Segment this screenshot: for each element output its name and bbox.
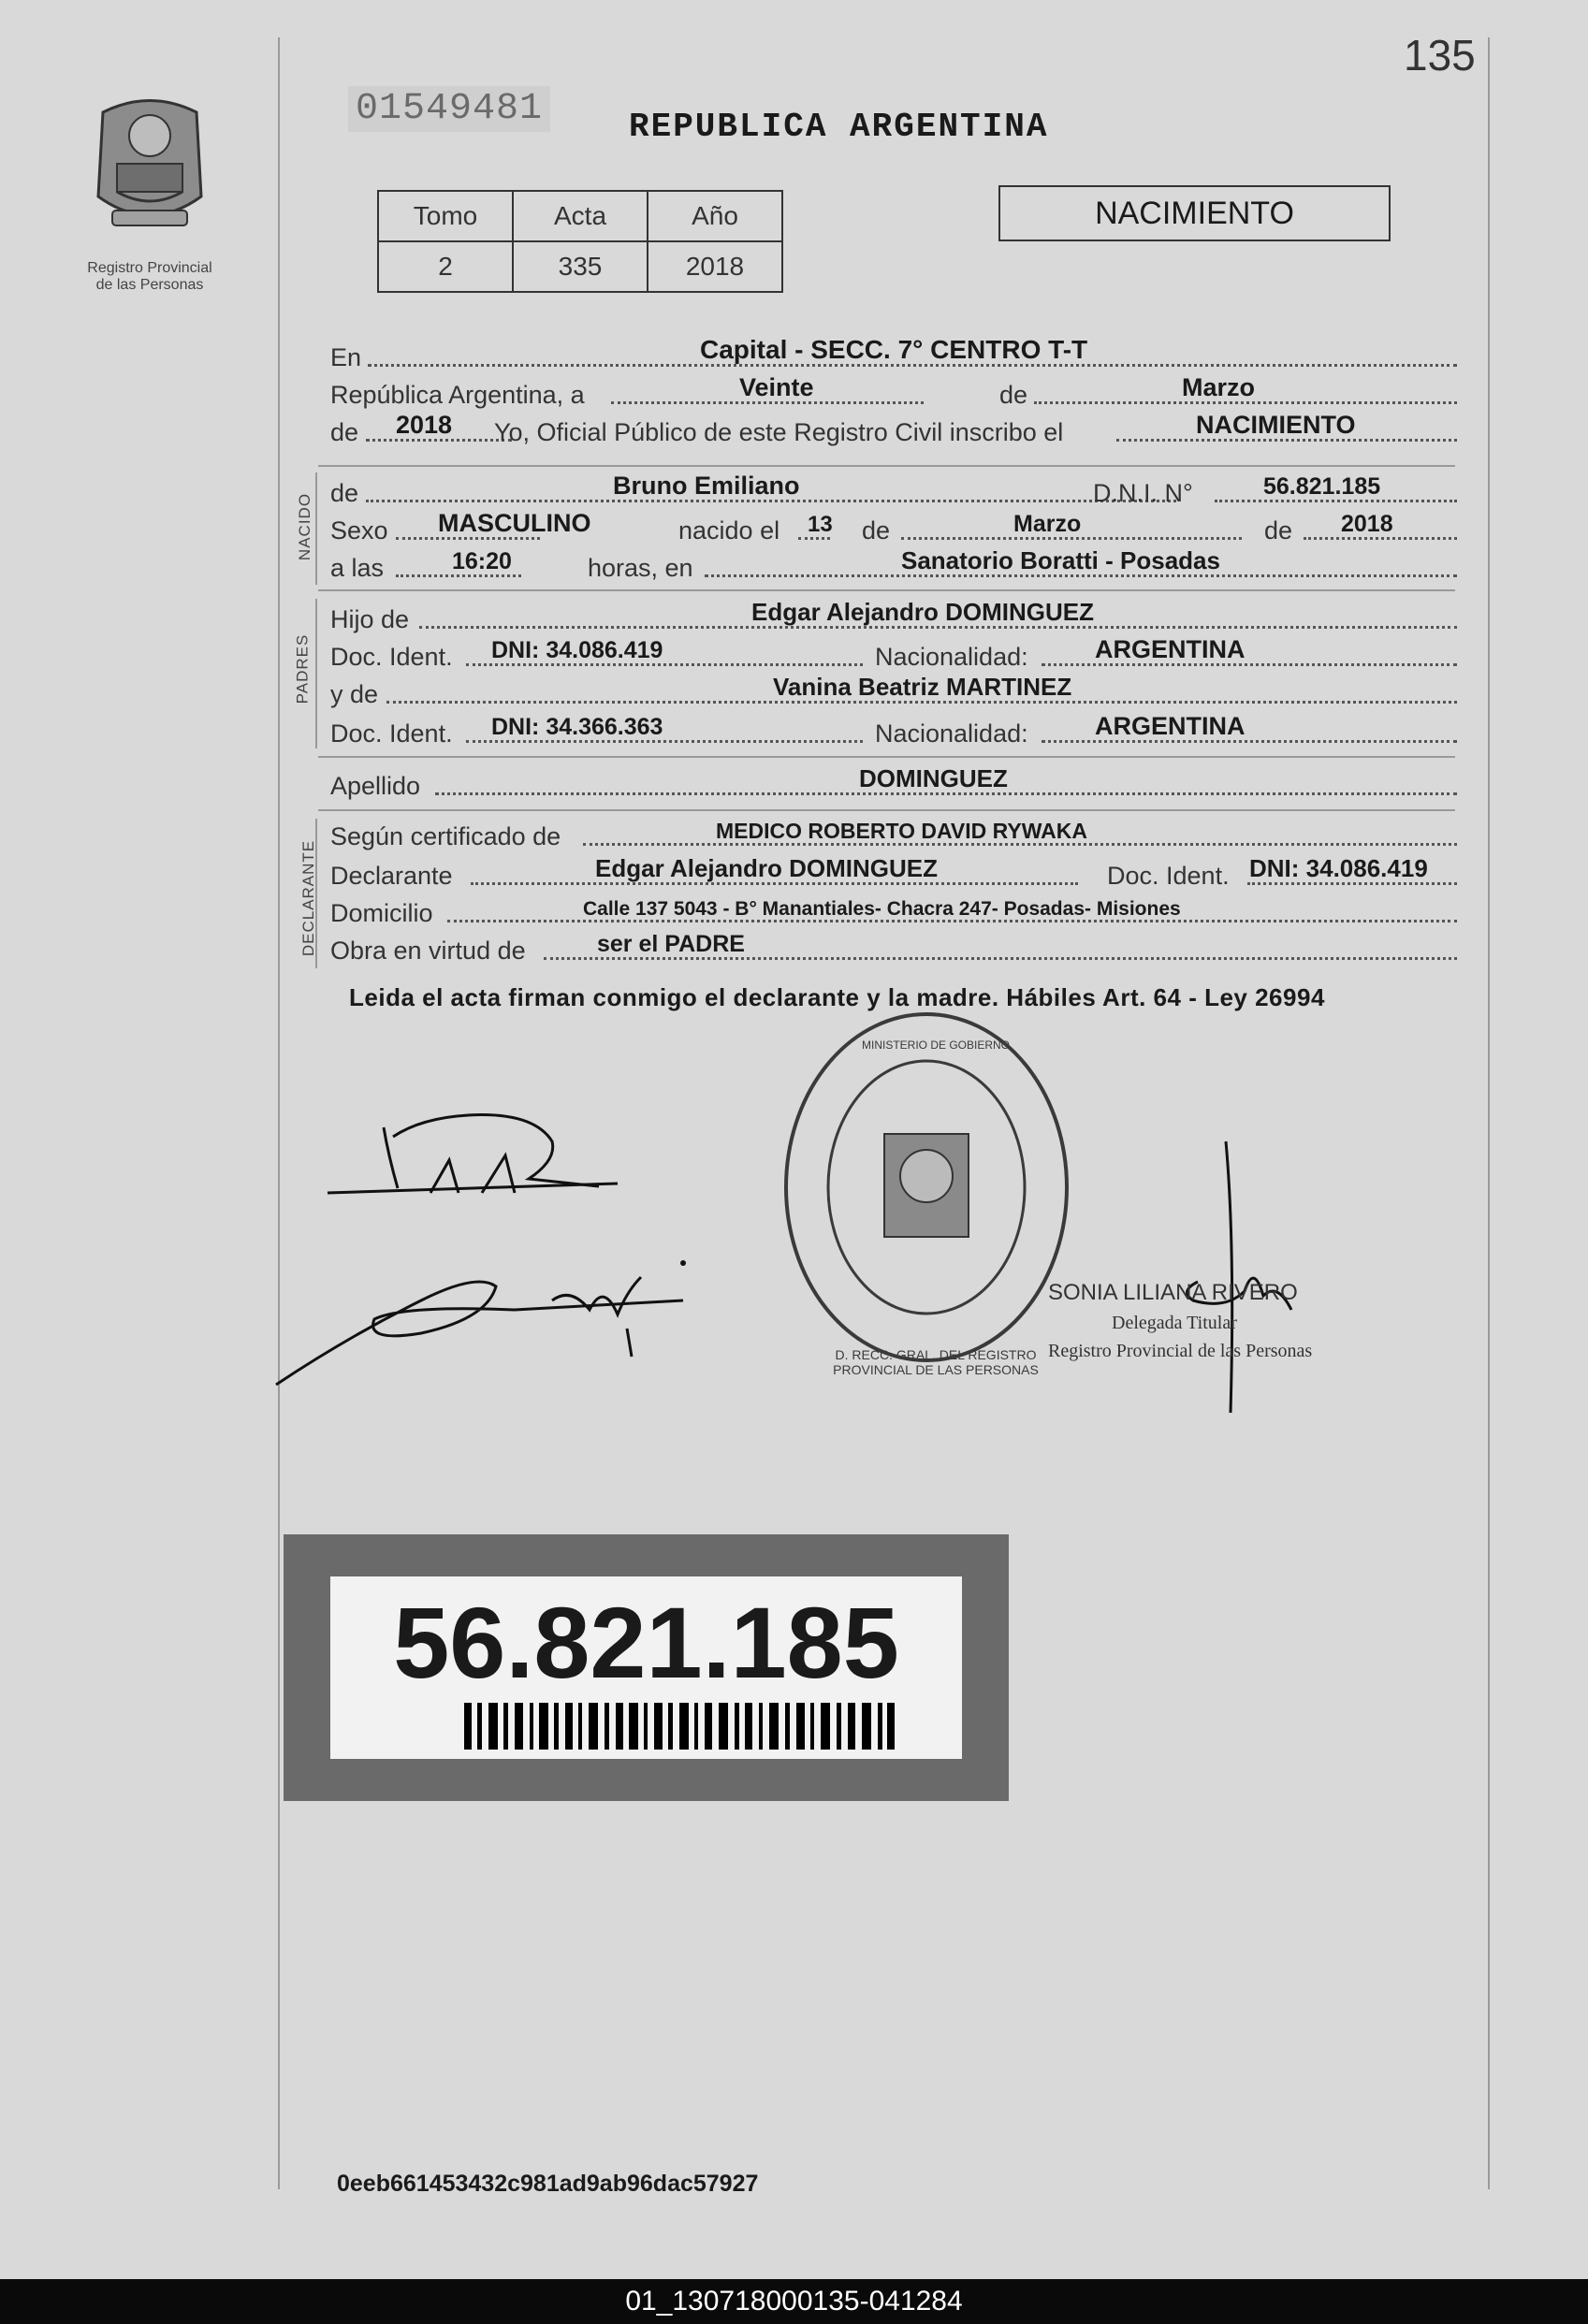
registry-table-value-anio: 2018 (648, 241, 782, 292)
place-value: Capital - SECC. 7° CENTRO T-T (700, 335, 1088, 364)
en-label: En (330, 343, 362, 371)
registry-name-line2: de las Personas (95, 277, 204, 293)
declarante-label: Declarante (330, 862, 453, 890)
official-office: Registro Provincial de las Personas (1048, 1341, 1313, 1361)
dni-label: D.N.I. N° (1093, 479, 1193, 507)
registry-table-value-tomo: 2 (378, 241, 513, 292)
birth-year-value: 2018 (1341, 511, 1393, 537)
barcode-inner (330, 1576, 962, 1759)
declarante-name: Edgar Alejandro DOMINGUEZ (595, 854, 938, 882)
official-name: SONIA LILIANA RIVERO (1048, 1280, 1298, 1305)
birth-day-value: 13 (808, 512, 833, 537)
time-value: 16:20 (452, 548, 512, 574)
day-value: Veinte (739, 373, 814, 401)
right-margin-line (1488, 37, 1490, 2189)
mother-name: Vanina Beatriz MARTINEZ (773, 673, 1072, 701)
father-nationality-value: ARGENTINA (1095, 635, 1246, 663)
declarante-row-3 (330, 893, 1457, 930)
registry-table-header-row (378, 191, 782, 241)
section-divider (318, 589, 1455, 591)
year-value: 2018 (396, 411, 453, 439)
de-label: de (999, 381, 1028, 409)
legal-text: Leida el acta firman conmigo el declarante y la madre. Hábiles Art. 64 - Ley 26994 (349, 983, 1325, 1011)
registry-table-header-acta: Acta (513, 191, 648, 241)
barcode-number: 56.821.185 (393, 1586, 899, 1699)
nacido-row-1 (330, 472, 1457, 510)
de-month-label: de (862, 516, 891, 545)
stamp-inner-text: MINISTERIO DE GOBIERNO (861, 1039, 1010, 1052)
obra-label: Obra en virtud de (330, 937, 526, 965)
apellido-row (330, 765, 1457, 803)
father-doc-value: DNI: 34.086.419 (491, 637, 663, 663)
mother-doc-value: DNI: 34.366.363 (491, 714, 663, 740)
event-value: NACIMIENTO (1196, 411, 1356, 439)
section-divider (318, 756, 1455, 758)
obra-value: ser el PADRE (597, 931, 745, 957)
declarant-signature (318, 1104, 636, 1226)
section-divider (318, 465, 1455, 467)
declarante-row-2 (330, 855, 1457, 893)
page-number: 135 (1404, 31, 1476, 80)
mother-signature (271, 1244, 739, 1394)
registry-table-header-anio: Año (648, 191, 782, 241)
mother-nationality-label: Nacionalidad: (875, 719, 1028, 748)
mother-nationality-value: ARGENTINA (1095, 712, 1246, 740)
footer-bar: 01_130718000135-041284 (0, 2279, 1588, 2324)
declarante-row-4 (330, 930, 1457, 967)
registry-name (56, 260, 243, 294)
birth-month-value: Marzo (1013, 511, 1082, 537)
de-name-label: de (330, 479, 359, 507)
barcode-icon (464, 1703, 895, 1750)
serial-number: 01549481 (348, 86, 550, 132)
apellido-label: Apellido (330, 772, 421, 800)
declarante-doc-label: Doc. Ident. (1107, 862, 1230, 890)
month-value: Marzo (1182, 373, 1256, 401)
y-de-label: y de (330, 680, 379, 708)
father-doc-label: Doc. Ident. (330, 643, 453, 671)
alas-label: a las (330, 554, 385, 582)
padres-row-3 (330, 674, 1457, 711)
official-role: Delegada Titular (1112, 1313, 1237, 1333)
official-text: Yo, Oficial Público de este Registro Civil inscribo el (494, 418, 1064, 446)
certificado-value: MEDICO ROBERTO DAVID RYWAKA (716, 819, 1087, 843)
document-title: REPUBLICA ARGENTINA (629, 108, 1049, 146)
mother-doc-label: Doc. Ident. (330, 719, 453, 748)
nacido-section-label: NACIDO (296, 492, 314, 561)
intro-row-1 (330, 337, 1457, 374)
document-hash: 0eeb661453432c981ad9ab96dac57927 (337, 2171, 759, 2197)
intro-row-3 (330, 412, 1457, 449)
registry-table-header-tomo: Tomo (378, 191, 513, 241)
padres-row-1 (330, 599, 1457, 636)
domicilio-value: Calle 137 5043 - B° Manantiales- Chacra 247- Posadas- Misiones (583, 898, 1181, 920)
registry-table-value-row (378, 241, 782, 292)
father-nationality-label: Nacionalidad: (875, 643, 1028, 671)
padres-row-2 (330, 636, 1457, 674)
father-name: Edgar Alejandro DOMINGUEZ (751, 598, 1094, 626)
de-year2-label: de (1264, 516, 1293, 545)
nacido-row-2 (330, 510, 1457, 547)
nacido-bracket (315, 472, 317, 585)
intro-row-2 (330, 374, 1457, 412)
province-crest-icon (75, 94, 225, 253)
hijo-de-label: Hijo de (330, 605, 410, 633)
de-year-label: de (330, 418, 359, 446)
domicilio-label: Domicilio (330, 899, 433, 927)
declarante-row-1 (330, 816, 1457, 853)
left-margin-line (278, 37, 280, 2189)
registry-stamp-icon (777, 1003, 1076, 1373)
padres-bracket (315, 599, 317, 748)
nacido-el-label: nacido el (678, 516, 780, 545)
nacido-row-3 (330, 547, 1457, 585)
section-divider (318, 809, 1455, 811)
sexo-value: MASCULINO (438, 509, 591, 537)
record-type-box: NACIMIENTO (998, 185, 1391, 241)
sexo-label: Sexo (330, 516, 388, 545)
child-dni: 56.821.185 (1263, 473, 1381, 500)
declarante-doc-value: DNI: 34.086.419 (1249, 854, 1428, 882)
registry-table (377, 190, 783, 293)
padres-row-4 (330, 713, 1457, 750)
padres-section-label: PADRES (293, 633, 312, 704)
barcode-label (284, 1534, 1009, 1801)
child-name: Bruno Emiliano (613, 472, 800, 500)
declarante-section-label: DECLARANTE (299, 839, 318, 957)
apellido-value: DOMINGUEZ (859, 764, 1008, 792)
birth-place-value: Sanatorio Boratti - Posadas (901, 546, 1220, 574)
certificado-label: Según certificado de (330, 822, 561, 850)
registry-table-value-acta: 335 (513, 241, 648, 292)
horas-label: horas, en (588, 554, 693, 582)
stamp-text: D. RECC. GRAL. DEL REGISTRO PROVINCIAL DE LAS PERSONAS (833, 1347, 1039, 1377)
registry-name-line1: Registro Provincial (87, 260, 212, 276)
republic-label: República Argentina, a (330, 381, 585, 409)
